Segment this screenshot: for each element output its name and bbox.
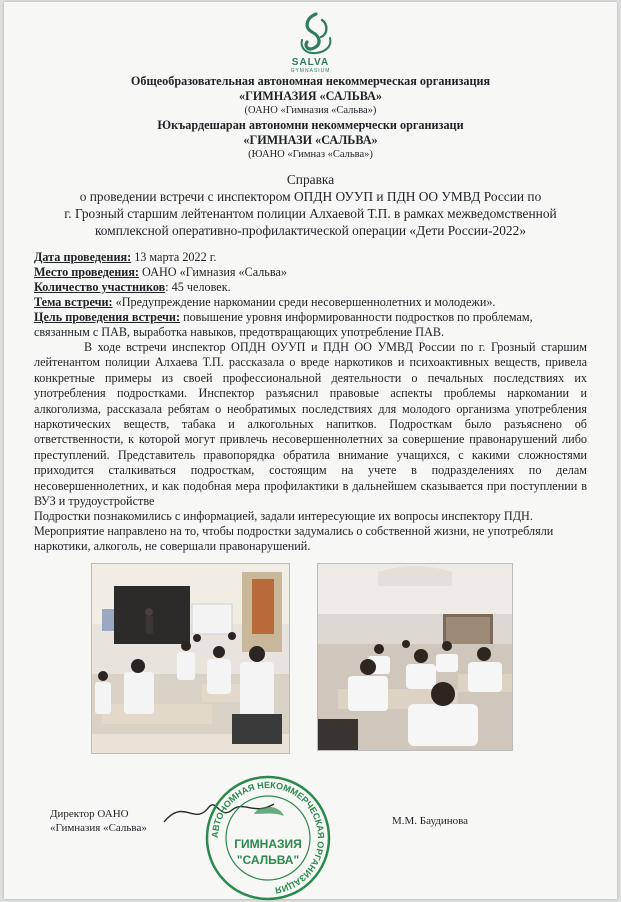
org-name-ce: Юкъардешаран автономни некоммерчески организаци <box>157 118 464 132</box>
doc-subtitle-line: комплексной оперативно-профилактической операции «Дети России-2022» <box>94 223 527 238</box>
school-name-ru: «ГИМНАЗИЯ «САЛЬВА» <box>238 89 383 103</box>
doc-subtitle-line: г. Грозный старшим лейтенантом полиции Алхаевой Т.П. в рамках межведомственной <box>64 206 557 221</box>
field-count: Количество участников: 45 человек. <box>34 280 231 294</box>
body-paragraph-main: В ходе встречи инспектор ОПДН ОУУП и ПДН ОО УМВД России по г. Грозный старшим лейтенантом полиции Алхаева Т.П. рассказала о вреде наркотиков и психоактивных веществ, привела конкретные примеры из своей профессиональной деятельности о печальных последствиях их употребления подростками. Инспектор разъяснил правовые аспекты проблемы наркомании и алкоголизма, рассказала ребятам о необратимых последствиях для молодого организма употребления наркотических веществ, табака и алкогольных напитков. Подросткам было разъяснено об ответственности, к которой могут привлечь несовершеннолетних за совершение правонарушений либо преступлений. Представитель правопорядка обратила внимание учащихся, с какими сложностями приходится сталкиваться подросткам, состоящим на учете в подразделениях по делам несовершеннолетних, и как подобная мера профилактики в дальнейшем сказывается при поступлении в ВУЗ и трудоустройстве <box>34 340 587 509</box>
field-topic: Тема встречи: «Предупреждение наркомании среди несовершеннолетних и молодежи». <box>34 295 496 309</box>
logo-wordmark: SALVA <box>291 57 330 68</box>
doc-subtitle-line: о проведении встречи с инспектором ОПДН ОУУП и ПДН ОО УМВД России по <box>79 189 542 204</box>
field-goal: Цель проведения встречи: повышение уровня информированности подростков по проблемам, <box>34 310 533 324</box>
official-stamp <box>204 774 332 902</box>
field-place: Место проведения: ОАНО «Гимназия «Сальва» <box>34 265 287 279</box>
logo-subword: GYMNASIUM <box>290 68 331 74</box>
school-abbr-ce: (ЮАНО «Гимназ «Сальва») <box>248 149 373 160</box>
event-photo-2 <box>317 563 513 751</box>
org-name-ru: Общеобразовательная автономная некоммерческая организация <box>130 74 491 88</box>
field-date: Дата проведения: 13 марта 2022 г. <box>34 250 217 264</box>
signatory-name: М.М. Баудинова <box>392 815 469 827</box>
document-page <box>4 2 617 899</box>
signatory-position: Директор ОАНО «Гимназия «Сальва» <box>50 808 147 834</box>
body-paragraph-questions: Подростки познакомились с информацией, задали интересующие их вопросы инспектору ПДН. <box>34 509 533 523</box>
body-paragraph-purpose: Мероприятие направлено на то, чтобы подростки задумались о собственной жизни, не употребляли наркотики, алкоголь, не совершали правонарушений. <box>34 524 554 554</box>
svg-text:АВТОНОМНАЯ НЕКОММЕРЧЕСКАЯ ОРГА: АВТОНОМНАЯ НЕКОММЕРЧЕСКАЯ ОРГАНИЗАЦИЯ <box>209 779 327 896</box>
school-name-ce: «ГИМНАЗИ «САЛЬВА» <box>243 133 378 147</box>
school-abbr-ru: (ОАНО «Гимназия «Сальва») <box>244 105 377 116</box>
svg-text:"САЛЬВА": "САЛЬВА" <box>236 853 300 867</box>
doc-title: Справка <box>286 172 335 187</box>
field-goal-continued: связанным с ПАВ, выработка навыков, предотвращающих употребление ПАВ. <box>34 325 445 339</box>
event-photo-1 <box>91 563 290 754</box>
svg-text:ГИМНАЗИЯ: ГИМНАЗИЯ <box>234 837 302 851</box>
